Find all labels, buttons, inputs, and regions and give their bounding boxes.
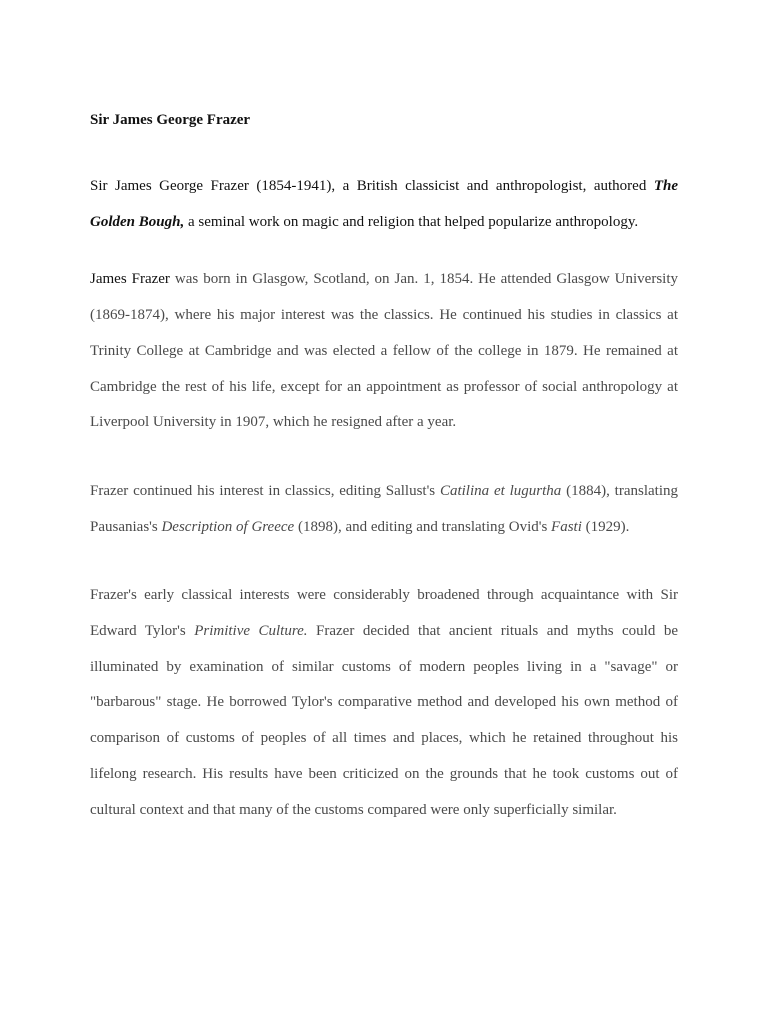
paragraph-intro-text-1: Sir James George Frazer (1854-1941), a British classicist and anthropologist, authored xyxy=(90,178,654,194)
document-title: Sir James George Frazer xyxy=(90,112,251,128)
paragraph-methods-text-2: Frazer decided that ancient rituals and myths could be illuminated by examination of similar customs of modern peoples living in a "savage" or "barbarous" stage. He borrowed Tylor's comparative method and developed his own method of comparison of customs of peoples of all times and places, which he retained throughout his lifelong research. His results have been criticized on the grounds that he took customs out of cultural context and that many of the customs compared were only superficially similar. xyxy=(90,623,678,818)
paragraph-methods-text-1: Frazer's early classical interests were considerably broadened through acquaintance with Sir Edward Tylor's xyxy=(90,587,678,640)
paragraph-classics-text-3: (1898), and editing and translating Ovid's xyxy=(294,518,552,535)
paragraph-classics-text-1: Frazer continued his interest in classics, editing Sallust's xyxy=(90,482,440,499)
book-title-golden-bough: The Golden Bough, xyxy=(90,178,678,230)
work-title-fasti: Fasti xyxy=(551,518,582,535)
work-title-catilina: Catilina et lugurtha xyxy=(439,482,562,499)
paragraph-classics-text-2: (1884), translating Pausanias's xyxy=(90,482,678,535)
document-body xyxy=(90,106,678,828)
work-title-primitive-culture: Primitive Culture. xyxy=(194,623,308,640)
paragraph-biography xyxy=(90,262,678,441)
paragraph-intro-text-2: a seminal work on magic and religion that helped popularize anthropology. xyxy=(184,213,639,230)
person-name: James Frazer xyxy=(90,271,170,288)
paragraph-intro xyxy=(90,169,678,240)
paragraph-classics-text-4: (1929). xyxy=(581,518,630,535)
paragraph-methods xyxy=(90,578,678,828)
work-title-description-of-greece: Description of Greece xyxy=(161,518,295,535)
paragraph-classics xyxy=(90,474,678,545)
paragraph-biography-text: was born in Glasgow, Scotland, on Jan. 1, 1854. He attended Glasgow University (1869-1874), where his major interest was the classics. He continued his studies in classics at Trinity College at Cambridge and was elected a fellow of the college in 1879. He remained at Cambridge the rest of his life, except for an appointment as professor of social anthropology at Liverpool University in 1907, which he resigned after a year. xyxy=(90,271,678,431)
